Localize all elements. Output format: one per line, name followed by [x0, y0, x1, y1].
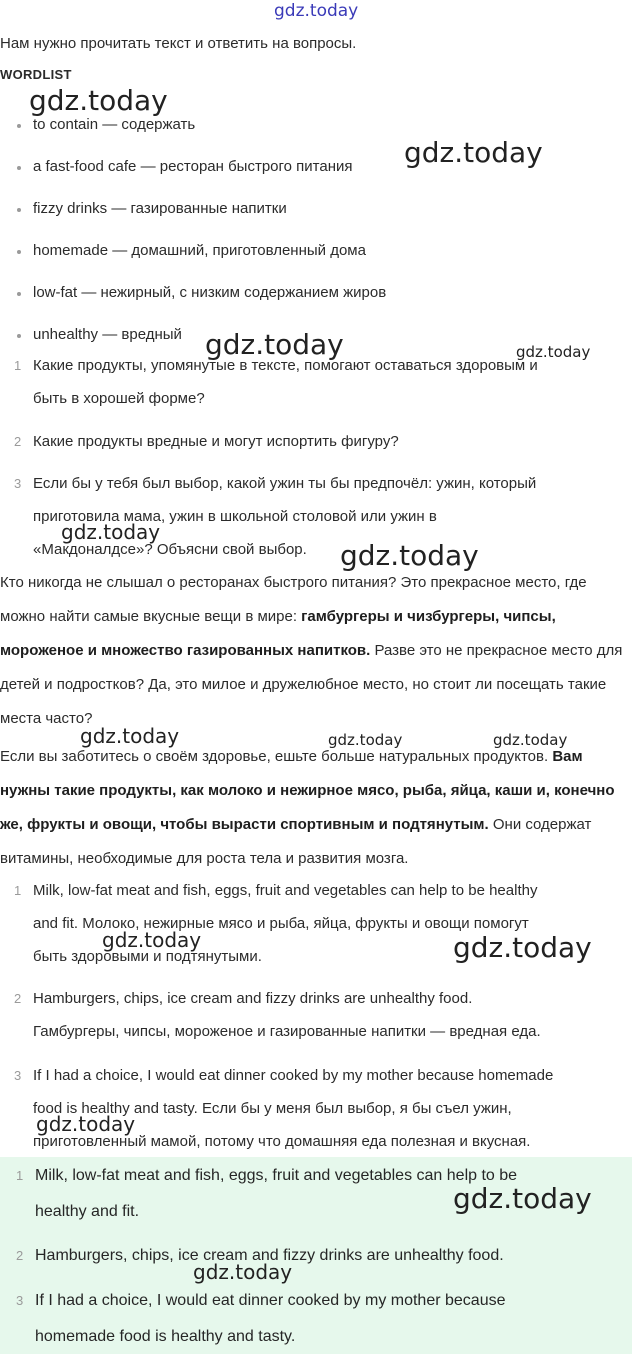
watermark: gdz.today: [493, 731, 568, 749]
watermark: gdz.today: [274, 1, 359, 21]
watermark: gdz.today: [328, 731, 403, 749]
watermark: gdz.today: [80, 724, 180, 748]
wordlist-item-text: homemade — домашний, приготовленный дома: [33, 242, 366, 259]
bullet-dot-icon: [17, 124, 21, 128]
short-answer-number: 1: [16, 1168, 24, 1183]
watermark: gdz.today: [193, 1260, 293, 1284]
question-text: Какие продукты вредные и могут испортить фигуру?: [33, 433, 399, 450]
wordlist-item: [0, 189, 632, 229]
watermark: gdz.today: [453, 931, 592, 964]
answer-text: If I had a choice, I would eat dinner cooked by my mother because homemade food is healthy and tasty. Если бы у меня был выбор, я бы съел ужин, приготовленный мамой, потому что домашняя еда полезная и вкусная.: [33, 1067, 554, 1150]
question-number: 2: [14, 434, 22, 449]
wordlist-item-text: to contain — содержать: [33, 116, 196, 133]
wordlist-heading: WORDLIST: [0, 67, 72, 82]
watermark: gdz.today: [36, 1112, 136, 1136]
watermark: gdz.today: [340, 539, 479, 572]
short-answer-number: 3: [16, 1293, 24, 1308]
watermark: gdz.today: [205, 328, 344, 361]
bullet-dot-icon: [17, 250, 21, 254]
bullet-dot-icon: [17, 166, 21, 170]
text-paragraph-1: Кто никогда не слышал о ресторанах быстрого питания? Это прекрасное место, где можно найти самые вкусные вещи в мире: гамбургеры и чизбургеры, чипсы, мороженое и множество газированных напитков. Разве это не прекрасное место для детей и подростков? Да, это милое и дружелюбное место, но стоит ли посещать такие места часто?: [0, 574, 623, 727]
bullet-dot-icon: [17, 292, 21, 296]
watermark: gdz.today: [516, 343, 591, 361]
question-text: Какие продукты, упомянутые в тексте, помогают оставаться здоровым и быть в хорошей форме?: [33, 357, 538, 407]
bullet-dot-icon: [17, 334, 21, 338]
answer-number: 2: [14, 991, 22, 1006]
intro-text: Нам нужно прочитать текст и ответить на вопросы.: [0, 35, 357, 52]
short-answer-number: 2: [16, 1248, 24, 1263]
short-answer-text: If I had a choice, I would eat dinner cooked by my mother because homemade food is healthy and tasty.: [35, 1292, 506, 1345]
watermark: gdz.today: [102, 928, 202, 952]
wordlist-item: [0, 273, 632, 313]
wordlist-item-text: fizzy drinks — газированные напитки: [33, 200, 287, 217]
watermark: gdz.today: [453, 1182, 592, 1215]
wordlist-item: [0, 231, 632, 271]
wordlist-item-text: low-fat — нежирный, с низким содержанием жиров: [33, 284, 387, 301]
answer-number: 1: [14, 883, 22, 898]
watermark: gdz.today: [404, 136, 543, 169]
answer-text: Milk, low-fat meat and fish, eggs, fruit and vegetables can help to be healthy and fit. Молоко, нежирные мясо и рыба, яйца, фрукты и овощи помогут быть здоровыми и подтянутыми.: [33, 882, 538, 965]
answer-text: Hamburgers, chips, ice cream and fizzy drinks are unhealthy food. Гамбургеры, чипсы, мороженое и газированные напитки — вредная еда.: [33, 990, 541, 1040]
bullet-dot-icon: [17, 208, 21, 212]
text-paragraph-2: Если вы заботитесь о своём здоровье, ешьте больше натуральных продуктов. Вам нужны такие продукты, как молоко и нежирное мясо, рыба, яйца, каши и, конечно же, фрукты и овощи, чтобы вырасти спортивным и подтянутым. Они содержат витамины, необходимые для роста тела и развития мозга.: [0, 748, 615, 867]
short-answer-text: Hamburgers, chips, ice cream and fizzy drinks are unhealthy food.: [35, 1247, 504, 1264]
watermark: gdz.today: [61, 520, 161, 544]
watermark: gdz.today: [29, 84, 168, 117]
wordlist-item-text: a fast-food cafe — ресторан быстрого питания: [33, 158, 353, 175]
question-text: Если бы у тебя был выбор, какой ужин ты бы предпочёл: ужин, который приготовила мама, ужин в школьной столовой или ужин в «Макдоналдсе»? Объясни свой выбор.: [33, 475, 537, 558]
short-answer-text: Milk, low-fat meat and fish, eggs, fruit and vegetables can help to be healthy and fit.: [35, 1167, 518, 1220]
question-number: 1: [14, 358, 22, 373]
wordlist-item-text: unhealthy — вредный: [33, 326, 182, 343]
question-number: 3: [14, 476, 22, 491]
answer-number: 3: [14, 1068, 22, 1083]
